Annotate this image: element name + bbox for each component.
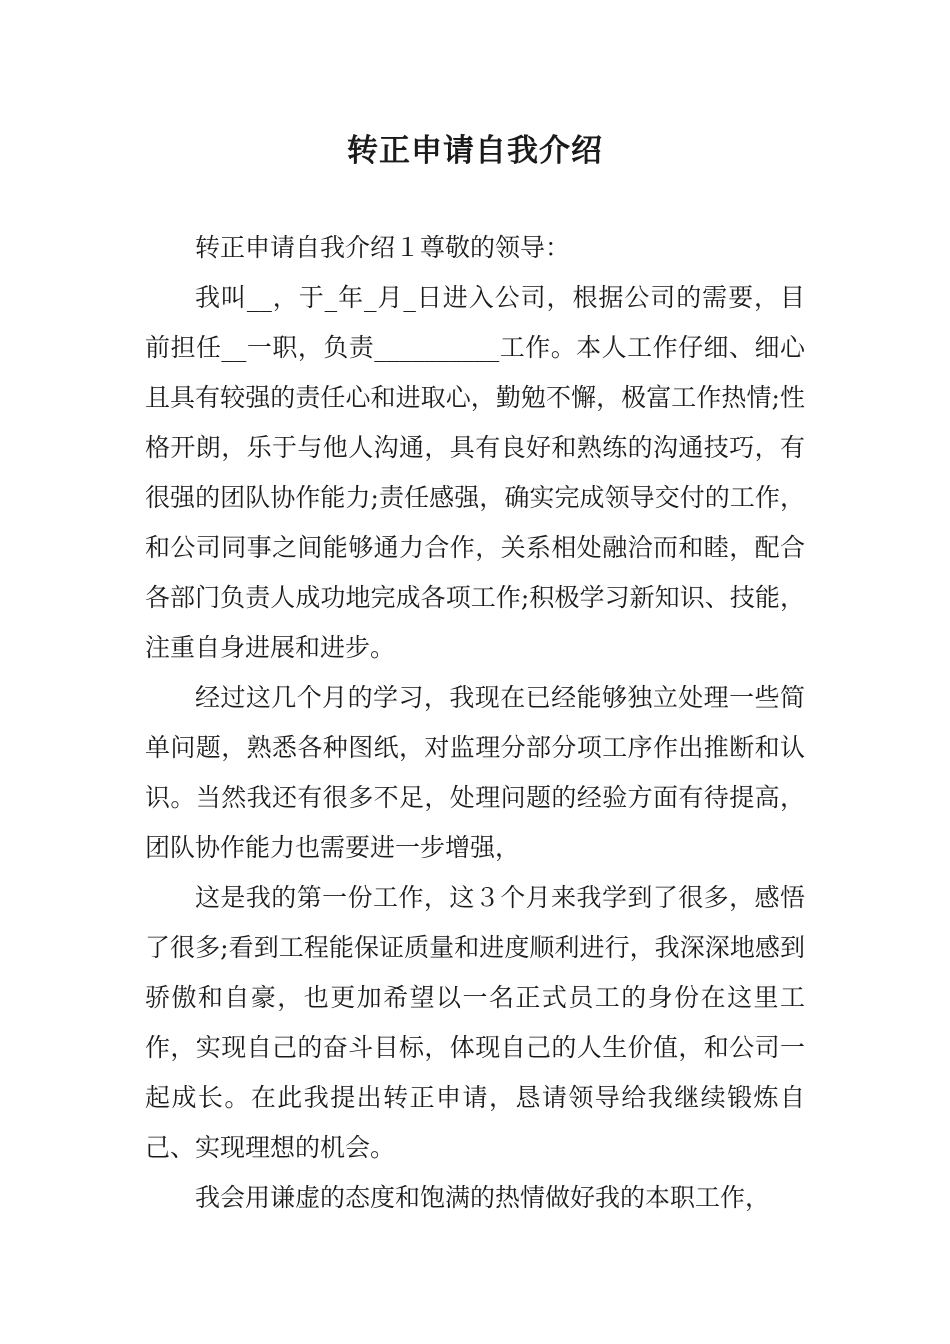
document-title: 转正申请自我介绍 bbox=[347, 133, 603, 169]
paragraph-introduction: 我叫__，于_年_月_日进入公司，根据公司的需要，目前担任__一职，负责__________工作。本人工作仔细、细心且具有较强的责任心和进取心，勤勉不懈，极富工作热情;性格开朗，乐于与他人沟通，具有良好和熟练的沟通技巧，有很强的团队协作能力;责任感强，确实完成领导交付的工作，和公司同事之间能够通力合作，关系相处融洽而和睦，配合各部门负责人成功地完成各项工作;积极学习新知识、技能，注重自身进展和进步。 bbox=[145, 283, 805, 662]
document-body bbox=[145, 223, 805, 1223]
paragraph-first-job: 这是我的第一份工作，这３个月来我学到了很多，感悟了很多;看到工程能保证质量和进度顺利进行，我深深地感到骄傲和自豪，也更加希望以一名正式员工的身份在这里工作，实现自己的奋斗目标，体现自己的人生价值，和公司一起成长。在此我提出转正申请，恳请领导给我继续锻炼自己、实现理想的机会。 bbox=[145, 883, 805, 1162]
paragraph-commitment: 我会用谦虚的态度和饱满的热情做好我的本职工作， bbox=[195, 1183, 771, 1212]
paragraph-learning: 经过这几个月的学习，我现在已经能够独立处理一些简单问题，熟悉各种图纸，对监理分部分项工序作出推断和认识。当然我还有很多不足，处理问题的经验方面有待提高，团队协作能力也需要进一步增强， bbox=[145, 683, 805, 862]
paragraph-greeting: 转正申请自我介绍１尊敬的领导： bbox=[195, 233, 571, 262]
